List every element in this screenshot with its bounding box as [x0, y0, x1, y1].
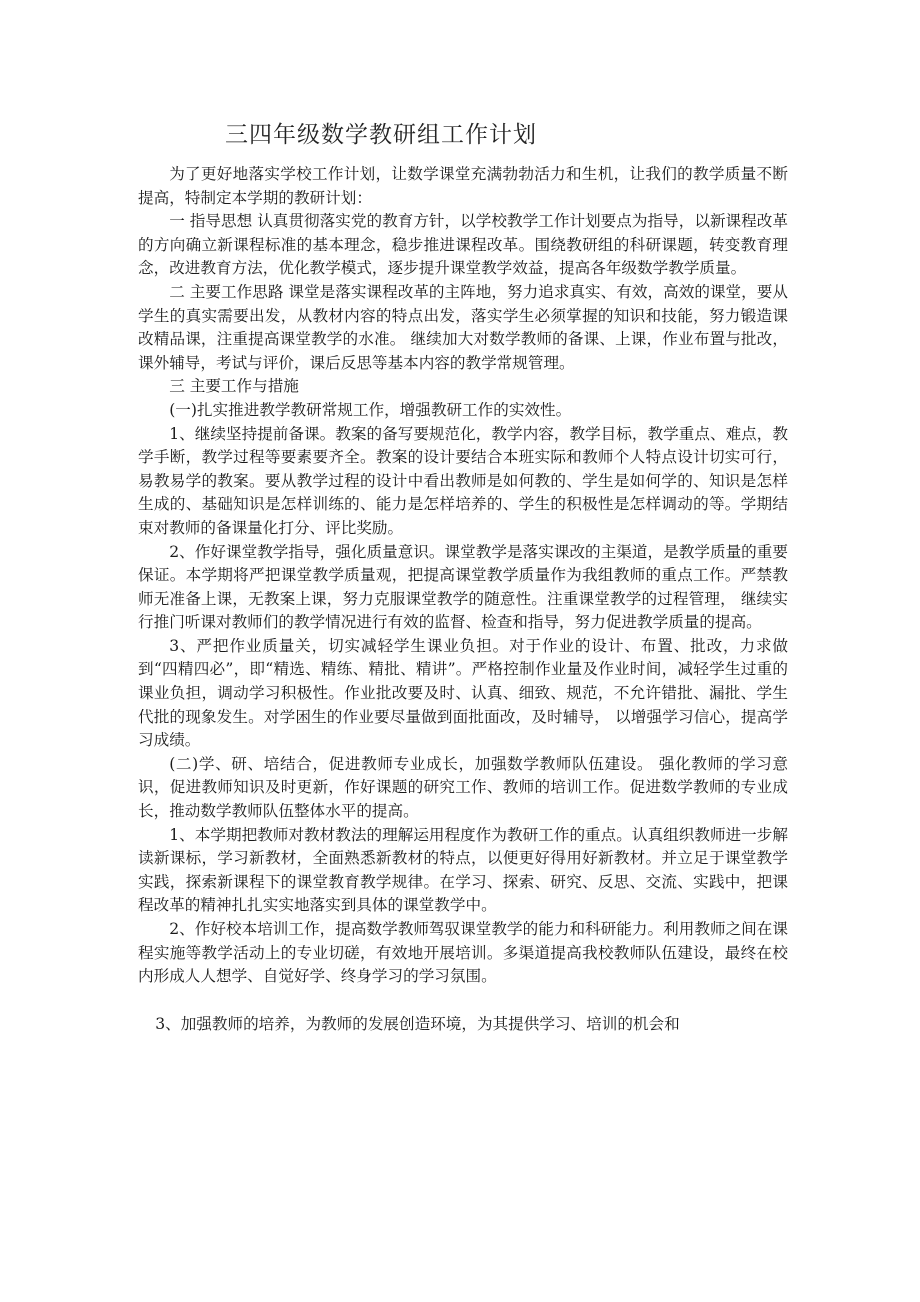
teacher-development-paragraph: 3、加强教师的培养，为教师的发展创造环境，为其提供学习、培训的机会和 — [155, 1014, 680, 1033]
school-training-paragraph: 2、作好校本培训工作，提高数学教师驾驭课堂教学的能力和科研能力。利用教师之间在课程实施等教学活动上的专业切磋，有效地开展培训。多渠道提高我校教师队伍建设，最终在校内形成人人想学、自觉好学、终身学习的学习氛围。 — [138, 920, 788, 986]
subsection-heading-1: (一)扎实推进教学教研常规工作，增强教研工作的实效性。 — [169, 400, 572, 419]
guiding-ideology-paragraph: 一 指导思想 认真贯彻落实党的教育方针，以学校教学工作计划要点为指导，以新课程改革的方向确立新课程标准的基本理念，稳步推进课程改革。围绕教研组的科研课题，转变教育理念，改进教育方法，优化教学模式，逐步提升课堂教学效益，提高各年级数学教学质量。 — [138, 212, 788, 278]
section-heading-measures: 三 主要工作与措施 — [169, 377, 299, 396]
homework-quality-paragraph: 3、严把作业质量关，切实减轻学生课业负担。对于作业的设计、布置、批改，力求做到“四精四必”，即“精选、精练、精批、精讲”。严格控制作业量及作业时间，减轻学生过重的课业负担，调动学习积极性。作业批改要及时、认真、细致、规范，不允许错批、漏批、学生代批的现象发生。对学困生的作业要尽量做到面批面改，及时辅导， 以增强学习信心，提高学习成绩。 — [138, 636, 788, 750]
subsection-heading-2-paragraph: (二)学、研、培结合，促进教师专业成长，加强数学教师队伍建设。 强化教师的学习意识，促进教师知识及时更新，作好课题的研究工作、教师的培训工作。促进数学教师的专业成长，推动数学教师队伍整体水平的提高。 — [138, 754, 788, 821]
textbook-study-paragraph: 1、本学期把教师对教材教法的理解运用程度作为教研工作的重点。认真组织教师进一步解读新课标，学习新教材，全面熟悉新教材的特点，以便更好得用好新教材。并立足于课堂教学实践，探索新课程下的课堂教育教学规律。在学习、探索、研究、反思、交流、实践中，把课程改革的精神扎扎实实地落实到具体的课堂教学中。 — [138, 825, 788, 915]
document-title: 三四年级数学教研组工作计划 — [225, 122, 537, 148]
document-body — [138, 163, 788, 1036]
paragraph-gap — [138, 989, 788, 1013]
lesson-prep-paragraph: 1、继续坚持提前备课。教案的备写要规范化，教学内容，教学目标，教学重点、难点，教学手断，教学过程等要素要齐全。教案的设计要结合本班实际和教师个人特点设计切实可行，易教易学的教案。要从教学过程的设计中看出教师是如何教的、学生是如何学的、知识是怎样生成的、基础知识是怎样训练的、能力是怎样培养的、学生的积极性是怎样调动的等。学期结束对教师的备课量化打分、评比奖励。 — [138, 424, 788, 537]
intro-paragraph: 为了更好地落实学校工作计划，让数学课堂充满勃勃活力和生机，让我们的教学质量不断提高，特制定本学期的教研计划： — [138, 165, 788, 207]
work-approach-paragraph: 二 主要工作思路 课堂是落实课程改革的主阵地，努力追求真实、有效，高效的课堂，要从学生的真实需要出发，从教材内容的特点出发，落实学生必须掌握的知识和技能，努力锻造课改精品课，注重提高课堂教学的水准。 继续加大对数学教师的备课、上课，作业布置与批改，课外辅导，考试与评价，课后反思等基本内容的教学常规管理。 — [138, 282, 788, 372]
classroom-guidance-paragraph: 2、作好课堂教学指导，强化质量意识。课堂教学是落实课改的主渠道，是教学质量的重要保证。本学期将严把课堂教学质量观，把提高课堂教学质量作为我组教师的重点工作。严禁教师无准备上课，无教案上课，努力克服课堂教学的随意性。注重课堂教学的过程管理， 继续实行推门听课对教师们的教学情况进行有效的监督、检查和指导，努力促进教学质量的提高。 — [138, 542, 788, 632]
